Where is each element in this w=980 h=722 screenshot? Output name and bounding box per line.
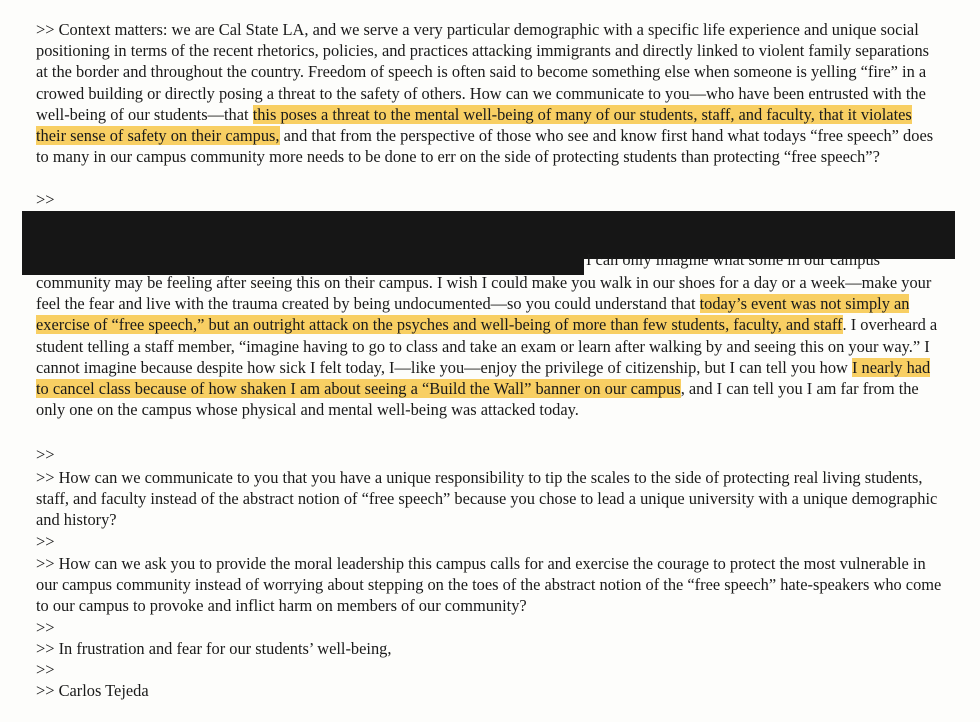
closing-line: >> In frustration and fear for our students’ well-being, — [36, 639, 392, 658]
paragraph-experience-middle: . I overheard a student telling a staff member, “imagine having to go to class and take an exam or learn after walking by and seeing this on your way.” I cannot imagine because despite how sick I felt today, I—like you—enjoy the privilege of citizenship, but I can tell you how — [36, 315, 938, 377]
separator-marker: >> — [36, 532, 55, 551]
paragraph-experience-text: community may be feeling after seeing this on their campus. I wish I could make you walk in our shoes for a day or a week—make your feel the fear and live with the trauma created by being undocumented—so you could understand that — [36, 273, 932, 314]
clipped-text-line — [586, 254, 880, 271]
paragraph-experience-tail: , and I can tell you I am far from the only one on the campus whose physical and mental well-being was attacked today. — [36, 379, 919, 420]
separator-marker: >> — [36, 660, 55, 679]
highlighted-text: I nearly had to cancel class because of how shaken I am about seeing a “Build the Wall” banner on our campus — [36, 357, 931, 399]
clipped-text: I can only imagine what some in our campus — [586, 254, 881, 269]
separator-marker: >> — [36, 445, 55, 464]
highlighted-text: this poses a threat to the mental well-being of many of our students, staff, and faculty, that it violates their sense of safety on their campus, — [36, 104, 912, 146]
separator-marker: >> — [36, 618, 55, 637]
paragraph-responsibility: >> How can we communicate to you that you have a unique responsibility to tip the scales to the side of protecting real living students, staff, and faculty instead of the abstract notion of “free speech” because you chose to lead a unique university with a unique demographic and history? — [36, 468, 938, 530]
paragraph-context-tail: and that from the perspective of those who see and know first hand what todays “free speech” does to many in our campus community more needs to be done to err on the side of protecting students than protecting “free speech”? — [36, 126, 934, 167]
separator-marker: >> — [36, 190, 55, 209]
paragraph-context-text: >> Context matters: we are Cal State LA, and we serve a very particular demographic with a specific life experience and unique social positioning in terms of the recent rhetorics, policies, and practices attacking immigrants and directly linked to violent family separations at the border and throughout the country. Freedom of speech is often said to become something else when someone is yelling “fire” in a crowed building or directly posing a threat to the safety of others. How can we communicate to you—who have been entrusted with the well-being of our students—that — [36, 20, 930, 124]
paragraph-moral-leadership: >> How can we ask you to provide the moral leadership this campus calls for and exercise the courage to protect the most vulnerable in our campus community instead of worrying about stepping on the toes of the abstract notion of the “free speech” hate-speakers who come to our campus to provoke and inflict harm on members of our community? — [36, 554, 942, 616]
paragraph-experience — [36, 272, 944, 420]
redaction-block — [22, 211, 955, 259]
signature: >> Carlos Tejeda — [36, 681, 149, 700]
highlighted-text: today’s event was not simply an exercise of “free speech,” but an outright attack on the psyches and well-being of more than few students, faculty, and staff — [36, 294, 910, 335]
paragraph-context — [36, 19, 944, 167]
